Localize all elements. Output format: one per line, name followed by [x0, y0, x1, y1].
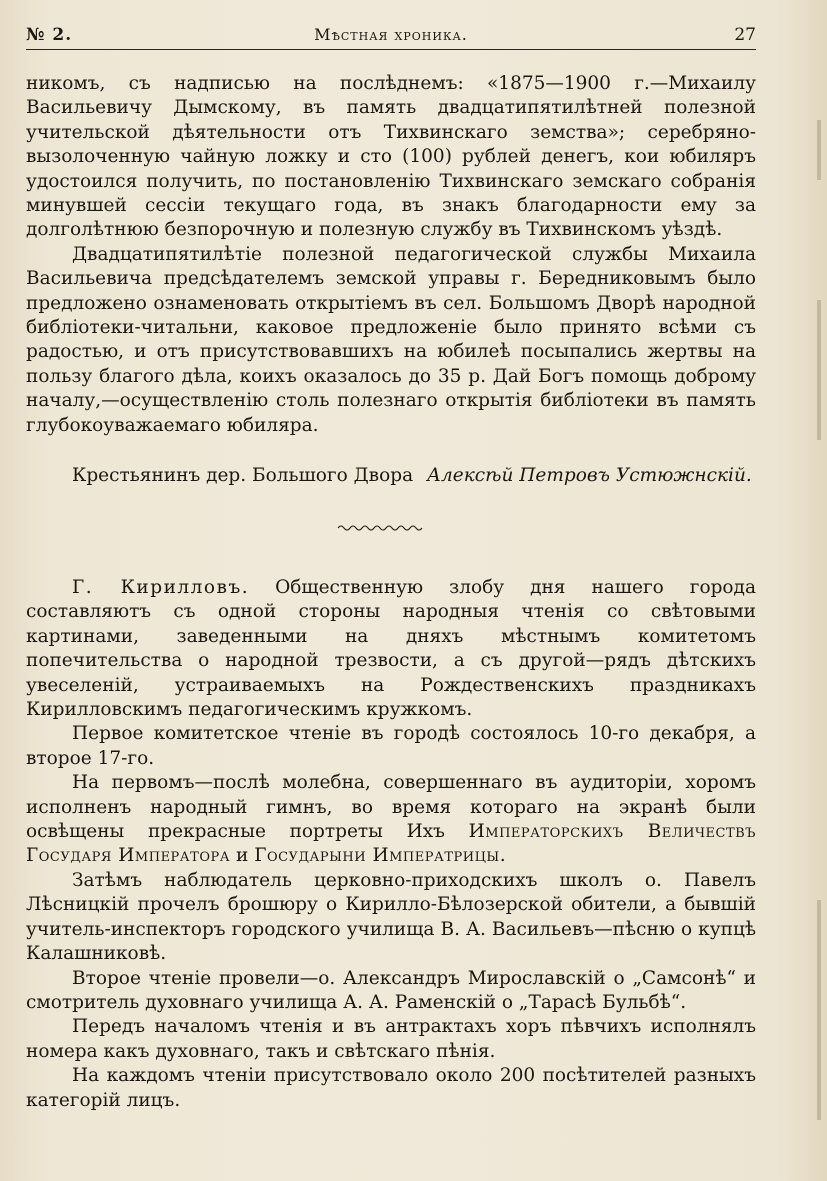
paragraph: Двадцатипятилѣтіе полезной педагогической службы Михаила Васильевича предсѣдателемъ земской управы г. Бередниковымъ было предложено ознаменовать открытіемъ въ сел. Большомъ Дворѣ народной библіотеки-читальни, каковое предложеніе было принято всѣми съ радостью, и отъ присутствовавшихъ на юбилеѣ посыпались жертвы на пользу благого дѣла, коихъ оказалось до 35 р. Дай Богъ помощь доброму началу,—осуществленію столь полезнаго открытія библіотеки въ память глубокоуважаемаго юбиляра.: [26, 243, 756, 436]
paragraph: Затѣмъ наблюдатель церковно-приходскихъ школъ о. Павелъ Лѣсницкій прочелъ брошюру о Кирилло-Бѣлозерской обители, а бывшій учитель-инспекторъ городского училища В. А. Васильевъ—пѣсню о купцѣ Калашниковѣ.: [26, 869, 756, 965]
section-title: Мѣстная хроника.: [314, 25, 468, 44]
signature: [72, 464, 772, 488]
article-kirillov: [26, 576, 756, 1113]
paragraph: никомъ, съ надписью на послѣднемъ: «1875—1900 г.—Михаилу Васильевичу Дымскому, въ память двадцатипятилѣтней полезной учительской дѣятельности отъ Тихвинскаго земства»; серебряно-вызолоченную чайную ложку и сто (100) рублей денегъ, кои юбиляръ удостоился получить, по постановленію Тихвинскаго земскаго собранія минувшей сессіи текущаго года, въ знакъ благодарности ему за долголѣтнюю безпорочную и полезную службу въ Тихвинскомъ уѣздѣ.: [26, 73, 756, 241]
issue-number: № 2.: [26, 25, 73, 45]
page-edge-shadow: [817, 900, 821, 1120]
place-name: Г. Кирилловъ.: [72, 577, 250, 598]
signature-name: Алексѣй Петровъ Устюжнскій.: [427, 465, 752, 486]
imperial-title: Императорскихъ Величествъ Государя Императора: [26, 821, 756, 867]
paragraph: Первое комитетское чтеніе въ городѣ состоялось 10-го декабря, а второе 17-го.: [26, 723, 756, 769]
page-number: 27: [734, 25, 756, 45]
paragraph-text: На первомъ—послѣ молебна, совершеннаго въ аудиторіи, хоромъ исполненъ народный гимнъ, во время котораго на экранѣ были освѣщены прекрасные портреты Ихъ: [26, 772, 756, 843]
paragraph: Передъ началомъ чтенія и въ антрактахъ хоръ пѣвчихъ исполнялъ номера какъ духовнаго, такъ и свѣтскаго пѣнія.: [26, 1016, 756, 1062]
paragraph: Второе чтеніе провели—о. Александръ Мирославскій о „Самсонѣ“ и смотритель духовнаго училища А. А. Раменскій о „Тарасѣ Бульбѣ“.: [26, 967, 756, 1013]
paragraph: [26, 771, 756, 869]
paragraph: На каждомъ чтеніи присутствовало около 200 посѣтителей разныхъ категорій лицъ.: [26, 1065, 756, 1111]
page-header: [26, 22, 756, 48]
page-edge-shadow: [817, 300, 821, 440]
paragraph-text: и: [235, 845, 249, 867]
paragraph: [26, 576, 756, 722]
header-rule: [26, 49, 756, 50]
wavy-divider-icon: [336, 520, 426, 534]
page-edge-shadow: [817, 120, 821, 180]
paragraph-text: Общественную злобу дня нашего города составляютъ съ одной стороны народныя чтенія со свѣтовыми картинами, заведенными на дняхъ мѣстнымъ комитетомъ попечительства о народной трезвости, а съ другой—рядъ дѣтскихъ увеселеній, устраиваемыхъ на Рождественскихъ праздникахъ Кирилловскимъ педагогическимъ кружкомъ.: [26, 577, 756, 721]
imperial-title: Государыни Императрицы.: [254, 845, 507, 867]
article-yubilei: [26, 72, 756, 438]
signature-prefix: Крестьянинъ дер. Большого Двора: [72, 465, 414, 486]
